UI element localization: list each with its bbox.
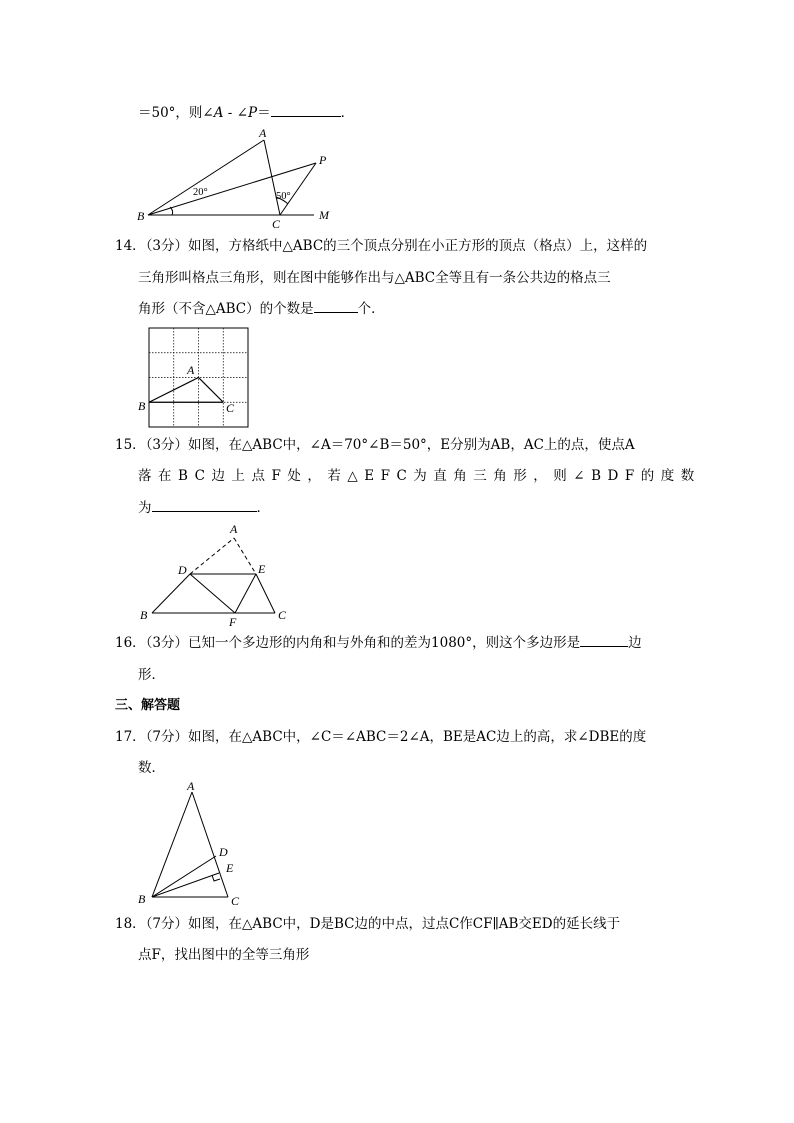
q16-number: 16． xyxy=(115,635,146,651)
q13-label-m: M xyxy=(319,208,329,222)
q16-text-2: 形． xyxy=(138,667,165,683)
q15-answer-blank[interactable] xyxy=(152,499,257,512)
q15-label-f: F xyxy=(229,615,237,629)
q18-line-2 xyxy=(138,946,309,964)
q16-text-1: （3分）已知一个多边形的内角和与外角和的差为1080°，则这个多边形是 xyxy=(145,635,581,651)
q13-segment-bp xyxy=(148,163,316,215)
q17-label-d: D xyxy=(219,845,228,859)
q13-answer-blank[interactable] xyxy=(271,104,341,117)
q16-answer-blank[interactable] xyxy=(580,634,628,647)
q18-text-1: （7分）如图，在△ABC中，D是BC边的中点，过点C作CF∥AB交ED的延长线于 xyxy=(145,916,621,932)
q16-text-1-end: 边 xyxy=(628,635,642,651)
q15-figure xyxy=(130,520,300,630)
q15-text-2: 落在BC边上点F处，若△EFC为直角三角形，则∠BDF的度数 xyxy=(138,468,701,484)
q17-figure xyxy=(130,778,250,908)
q13-label-b: B xyxy=(137,209,145,223)
q14-text-3: 角形（不含△ABC）的个数是 xyxy=(138,301,314,317)
q14-label-c: C xyxy=(226,401,235,415)
q15-segment-bd xyxy=(152,574,190,613)
q14-line-2 xyxy=(138,269,611,287)
q13-label-c: C xyxy=(272,217,281,231)
q14-answer-blank[interactable] xyxy=(314,300,358,313)
q17-segment-bd xyxy=(152,856,216,897)
q17-segment-be xyxy=(152,873,219,897)
q17-line-2 xyxy=(138,759,165,777)
q15-text-1: （3分）如图，在△ABC中，∠A＝70°∠B＝50°，E分别为AB，AC上的点，使点A xyxy=(145,437,635,453)
section-heading xyxy=(115,697,180,715)
q13-segment-ac xyxy=(264,140,280,215)
q15-line-3 xyxy=(138,499,270,517)
q13-figure xyxy=(130,124,345,232)
q13-minus: - ∠ xyxy=(223,105,248,121)
q14-number: 14． xyxy=(115,238,146,254)
q15-label-e: E xyxy=(258,562,266,576)
q13-segment-pc xyxy=(280,163,316,215)
q17-label-b: B xyxy=(138,892,146,906)
q14-line-3 xyxy=(138,300,385,318)
q13-period: ． xyxy=(340,105,355,121)
q13-equals: ＝ xyxy=(257,105,271,121)
q14-grid-figure xyxy=(138,324,253,429)
q14-segment-ba xyxy=(149,378,199,403)
q15-label-c: C xyxy=(278,608,287,622)
q13-label-p: P xyxy=(319,153,327,167)
q13-angle-a: A xyxy=(213,105,224,121)
q15-dashed-da xyxy=(190,538,234,574)
q13-answer-line xyxy=(138,104,354,122)
q15-segment-df xyxy=(190,574,235,613)
q16-line-1 xyxy=(115,634,642,652)
q13-angle-p: P xyxy=(247,105,258,121)
q15-text-3: 为 xyxy=(138,500,152,516)
q15-text-3-end: ． xyxy=(256,500,270,516)
q17-label-e: E xyxy=(226,861,234,875)
q18-number: 18． xyxy=(115,916,146,932)
q13-label-a: A xyxy=(259,126,267,140)
q13-text: ＝50°，则∠ xyxy=(138,105,214,121)
q17-text-1: （7分）如图，在△ABC中，∠C＝∠ABC＝2∠A，BE是AC边上的高，求∠DBE的度 xyxy=(145,729,647,745)
q14-text-1: （3分）如图，方格纸中△ABC的三个顶点分别在小正方形的顶点（格点）上，这样的 xyxy=(145,238,648,254)
q14-line-1 xyxy=(115,237,647,255)
q18-line-1 xyxy=(115,915,620,933)
q13-segment-ba xyxy=(148,140,264,215)
q15-segment-ef xyxy=(235,574,256,613)
q16-line-2 xyxy=(138,666,165,684)
q14-text-3-end: 个． xyxy=(357,301,385,317)
section-title: 三、解答题 xyxy=(115,698,181,713)
q13-angle-b-label: 20° xyxy=(193,187,208,198)
q15-segment-ec xyxy=(256,574,275,613)
q15-label-d: D xyxy=(178,563,187,577)
q13-angle-c-label: 50° xyxy=(276,191,291,202)
q15-dashed-ae xyxy=(234,538,256,574)
q17-segment-ba xyxy=(152,792,192,897)
q14-label-b: B xyxy=(138,399,146,413)
q17-right-angle-mark xyxy=(212,875,220,881)
q15-number: 15． xyxy=(115,437,146,453)
q15-line-1 xyxy=(115,436,635,454)
q17-line-1 xyxy=(115,728,646,746)
q17-label-a: A xyxy=(187,779,195,793)
q17-text-2: 数． xyxy=(138,760,165,776)
q14-segment-ac xyxy=(199,378,224,403)
q14-label-a: A xyxy=(187,363,195,377)
q17-number: 17． xyxy=(115,729,146,745)
q17-label-c: C xyxy=(231,894,240,908)
q15-label-b: B xyxy=(140,608,148,622)
q15-label-a: A xyxy=(230,522,238,536)
q18-text-2: 点F，找出图中的全等三角形 xyxy=(138,947,310,963)
q15-line-2 xyxy=(138,467,701,485)
q14-text-2: 三角形叫格点三角形，则在图中能够作出与△ABC全等且有一条公共边的格点三 xyxy=(138,270,611,286)
